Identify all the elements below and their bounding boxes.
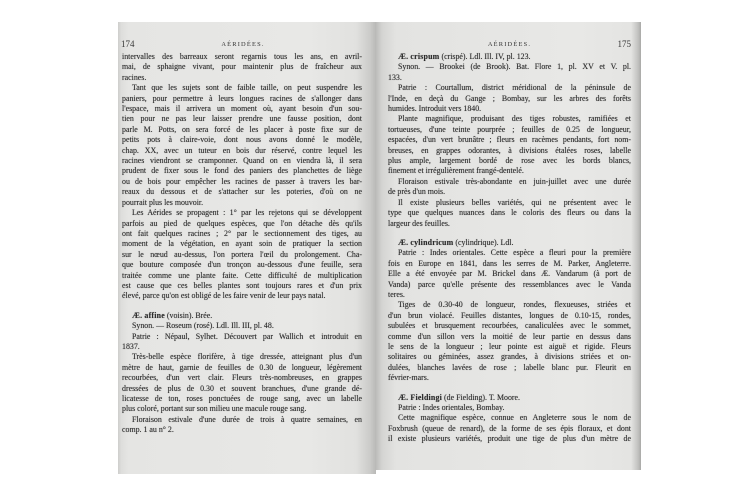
species-name: Æ. cylindricum bbox=[398, 237, 454, 247]
page-body bbox=[122, 52, 362, 436]
text-line: teres. bbox=[388, 289, 405, 299]
text-line: est cause que ces belles plantes sont toujours rares et d'un prix bbox=[122, 280, 362, 290]
text-line: ou de bois pour empêcher les racines de passer à travers les bar- bbox=[122, 176, 362, 186]
paragraph bbox=[122, 415, 362, 436]
text-line: plus coloré, portant sur son milieu une macule rouge sang. bbox=[122, 404, 307, 414]
text-line: Patrie : Népaul, Sylhet. Découvert par Wallich et introduit en bbox=[132, 331, 362, 341]
paragraph bbox=[388, 177, 631, 198]
text-line: Cette magnifique espèce, connue en Angleterre sous le nom de bbox=[398, 413, 631, 423]
text-line: traitée comme une plante faite. Cette difficulté de multiplication bbox=[122, 270, 362, 280]
text-line: pourrait plus les mouvoir. bbox=[122, 197, 204, 207]
text-line: petits pots à claire-voie, dont nous avons donné le modèle, bbox=[122, 135, 362, 145]
paragraph bbox=[388, 83, 631, 114]
paragraph bbox=[122, 83, 362, 208]
text-line: mai, de sphaigne vivant, pour maintenir plus de fraîcheur aux bbox=[122, 62, 362, 72]
text-line: breuses, en grappes odorantes, à divisions étalées roses, labelle bbox=[388, 145, 631, 155]
text-line: Patrie : Indes orientales. Cette espèce a fleuri pour la première bbox=[398, 248, 631, 258]
text-line: Les Aérides se propagent : 1° par les rejetons qui se développent bbox=[132, 208, 362, 218]
text-line: humides. Introduit vers 1840. bbox=[388, 104, 482, 114]
paragraph bbox=[122, 352, 362, 414]
text-line: racines viendront se cramponner. Quand on en viendra là, il sera bbox=[122, 156, 362, 166]
section bbox=[122, 311, 362, 436]
text-line: Tiges de 0.30-40 de longueur, rondes, flexueuses, striées et bbox=[398, 300, 631, 310]
text-line: finement et irrégulièrement frangé-dentelé. bbox=[388, 166, 524, 176]
paragraph bbox=[388, 62, 631, 83]
text-line: Foxbrush (queue de renard), de la forme de ses épis floraux, et dont bbox=[388, 423, 631, 433]
paragraph bbox=[122, 332, 362, 353]
species-name: Æ. Fieldingi bbox=[398, 392, 443, 402]
text-line: parle M. Potts, on sera forcé de les placer à poste fixe sur de bbox=[122, 124, 362, 134]
paragraph bbox=[122, 52, 362, 83]
text-line: ont fait quelques racines ; 2° par le sectionnement des tiges, au bbox=[122, 228, 362, 238]
text-line: largeur des feuilles. bbox=[388, 218, 450, 228]
paragraph bbox=[388, 300, 631, 383]
text-line: paniers, pour permettre à leurs longues racines de s'allonger dans bbox=[122, 93, 362, 103]
text-line: subulées et brusquement recourbées, canaliculées avec le sommet, bbox=[388, 321, 631, 331]
paragraph bbox=[388, 198, 631, 229]
text-line: mètre de haut, garnie de feuilles de 0.30 de longueur, légèrement bbox=[122, 362, 362, 372]
text-line: licatesse de ton, roses ponctuées de rouge sang, avec un labelle bbox=[122, 394, 362, 403]
text-line: Elle a été envoyée par M. Brickel dans Æ. Vandarum (à port de bbox=[388, 269, 631, 279]
page-header bbox=[121, 39, 365, 50]
text-line: racines. bbox=[122, 72, 147, 82]
text-line: d'un brun violacé. Feuilles distantes, longues de 0.10-15, rondes, bbox=[388, 310, 631, 320]
species-authority: (de Fielding). T. Moore. bbox=[444, 392, 521, 402]
page-number: 175 bbox=[617, 39, 631, 49]
text-line: Vanda) parce qu'elle présente des ressemblances avec le Vanda bbox=[388, 279, 631, 289]
text-line: dressées de plus de 0.30 et souvent branchues, d'une grande dé- bbox=[122, 383, 362, 393]
text-line: Tant que les sujets sont de faible taille, on peut suspendre les bbox=[132, 83, 362, 93]
text-line: Synon. — Brookei (de Brook). Bat. Flore 1, pl. XV et V. pl. bbox=[398, 62, 631, 72]
page-header bbox=[388, 39, 631, 50]
text-line: il existe plusieurs variétés, produit une tige de plus d'un mètre de bbox=[388, 434, 631, 444]
text-line: l'espace, mais il arrivera un moment où, ayant besoin d'un sou- bbox=[122, 104, 362, 114]
text-line: reaux du dessous et de s'attacher sur les poteries, d'où on ne bbox=[122, 187, 362, 197]
text-line: 133. bbox=[388, 72, 402, 82]
text-line: dulées, blanches lavées de rose ; labelle blanc pur. Fleurit en bbox=[388, 362, 631, 372]
text-line: prudent de fixer sous le fond des paniers des planchettes de liège bbox=[122, 166, 362, 176]
text-line: Synon. — Roseum (rosé). Ldl. Ill. III, pl. 48. bbox=[132, 321, 274, 331]
text-line: plus ample, largement bordé de rose avec les bords blancs, bbox=[388, 156, 631, 166]
right-page bbox=[376, 22, 641, 470]
text-line: fois en Europe en 1841, dans les serres de M. Parker, Angleterre. bbox=[388, 258, 631, 268]
text-line: que bouture composée d'un tronçon au-dessous d'une feuille, sera bbox=[122, 260, 362, 270]
section bbox=[388, 393, 631, 445]
text-line: Plante magnifique, produisant des tiges robustes, ramifiées et bbox=[398, 114, 631, 124]
species-authority: (crispé). Ldl. Ill. IV, pl. 123. bbox=[441, 52, 531, 61]
text-line: type que quelques nuances dans le coloris des fleurs ou dans la bbox=[388, 208, 631, 218]
text-line: Patrie : Indes orientales, Bombay. bbox=[398, 403, 505, 412]
species-authority: (cylindrique). Ldl. bbox=[455, 237, 514, 247]
text-line: chap. XX, avec un tuteur en bois dur réservé, contre lequel les bbox=[122, 145, 362, 155]
paragraph bbox=[388, 403, 631, 413]
text-line: comme d'un sillon vers la moitié de leur partie en dessus dans bbox=[388, 331, 631, 341]
paragraph bbox=[388, 248, 631, 300]
text-line: élevé, parce qu'on est obligé de les faire venir de leur pays natal. bbox=[122, 291, 326, 301]
running-head: AÉRIDÉES. bbox=[487, 41, 532, 48]
species-name: Æ. affine bbox=[132, 310, 165, 320]
text-line: de près d'un mois. bbox=[388, 187, 446, 197]
text-line: comp. 1 au n° 2. bbox=[122, 425, 174, 435]
species-heading bbox=[388, 393, 631, 403]
text-line: Floraison estivale d'une durée de trois à quatre semaines, en bbox=[132, 414, 362, 424]
species-authority: (voisin). Brée. bbox=[166, 310, 213, 320]
section bbox=[388, 52, 631, 229]
text-line: l'Inde, en deçà du Gange ; Bombay, sur les arbres des forêts bbox=[388, 93, 631, 103]
text-line: moment de la végétation, en ayant soin de pratiquer la section bbox=[122, 239, 362, 249]
left-page bbox=[118, 22, 376, 474]
species-heading bbox=[388, 52, 631, 62]
text-line: Patrie : Courtallum, district méridional de la péninsule de bbox=[398, 83, 631, 93]
page-number: 174 bbox=[121, 39, 135, 49]
text-line: février-mars. bbox=[388, 373, 429, 383]
text-line: Très-belle espèce florifère, à tige dressée, atteignant plus d'un bbox=[132, 352, 362, 362]
text-line: sur le nœud au-dessus, l'on portera l'œil du prolongement. Cha- bbox=[122, 249, 362, 259]
text-line: Floraison estivale très-abondante en juin-juillet avec une durée bbox=[398, 176, 631, 186]
species-name: Æ. crispum bbox=[398, 52, 440, 61]
page-body bbox=[388, 52, 631, 445]
text-line: espacées, d'un vert brunâtre ; fleurs en racèmes pendants, fort nom- bbox=[388, 135, 631, 145]
text-line: tortueuses, d'une teinte pourprée ; feuilles de 0.25 de longueur, bbox=[388, 124, 631, 134]
text-line: recourbées, d'un vert clair. Fleurs très-nombreuses, en grappes bbox=[122, 373, 362, 383]
text-line: le sens de la longueur ; leur pointe est aiguë et rigide. Fleurs bbox=[388, 341, 631, 351]
paragraph bbox=[122, 208, 362, 302]
species-heading bbox=[122, 311, 362, 321]
text-line: intervalles des barreaux seront regarnis tous les ans, en avril- bbox=[122, 52, 362, 61]
running-head: AÉRIDÉES. bbox=[221, 41, 265, 48]
text-line: Il existe plusieurs belles variétés, qui ne présentent avec le bbox=[398, 197, 631, 207]
text-line: parfois au pied de quelques espèces, que l'on détache dès qu'ils bbox=[122, 218, 362, 228]
section bbox=[388, 238, 631, 384]
text-line: 1837. bbox=[122, 341, 140, 351]
paragraph bbox=[122, 321, 362, 331]
paragraph bbox=[388, 114, 631, 176]
species-heading bbox=[388, 238, 631, 248]
paragraph bbox=[388, 413, 631, 444]
text-line: solitaires ou géminées, assez grandes, à divisions striées et on- bbox=[388, 352, 631, 362]
text-line: tien pour ne pas leur laisser prendre une fausse position, dont bbox=[122, 114, 362, 124]
section bbox=[122, 52, 362, 302]
